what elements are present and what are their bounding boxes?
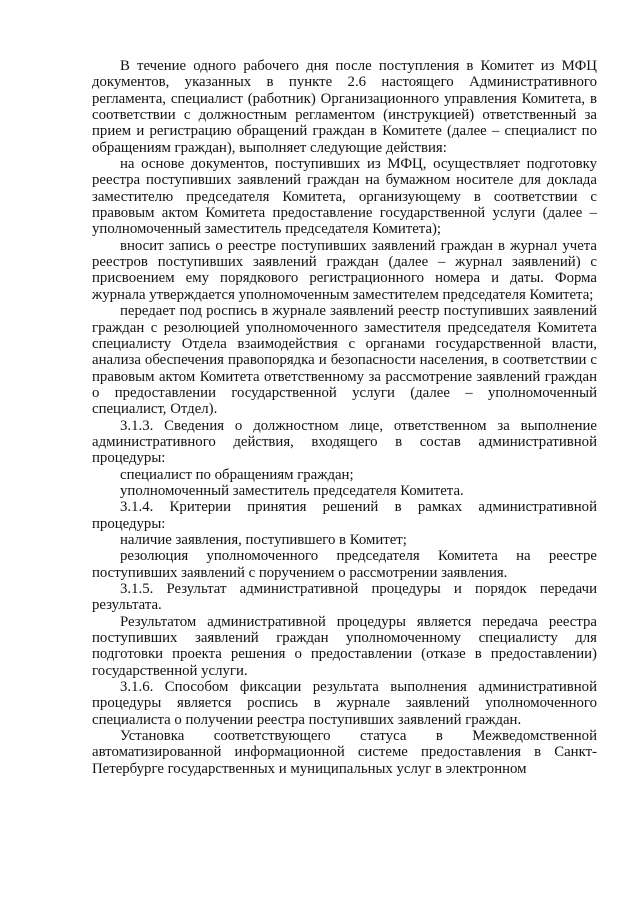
list-item-deputy: уполномоченный заместитель председателя Комитета. <box>120 482 464 499</box>
paragraph-3-1-3: 3.1.3. Сведения о должностном лице, ответственном за выполнение административного действия, входящего в состав административной процедуры: <box>92 417 597 467</box>
paragraph-registry-preparation: на основе документов, поступивших из МФЦ, осуществляет подготовку реестра поступивших заявлений граждан на бумажном носителе для доклада заместителю председателя Комитета, организующему в соответствии с правовым актом Комитета предоставление государственной услуги (далее – уполномоченный заместитель председателя Комитета); <box>92 156 597 238</box>
list-item-specialist: специалист по обращениям граждан; <box>120 466 354 483</box>
list-item-application: наличие заявления, поступившего в Комитет; <box>120 531 407 548</box>
paragraph-result: Результатом административной процедуры является передача реестра поступивших заявлений граждан уполномоченному специалисту для подготовки проекта решения о предоставлении (отказе в предоставлении) государственной услуги. <box>92 613 597 679</box>
paragraph-3-1-5: 3.1.5. Результат административной процедуры и порядок передачи результата. <box>92 581 597 614</box>
paragraph-3-1-4: 3.1.4. Критерии принятия решений в рамках административной процедуры: <box>92 499 597 532</box>
paragraph-3-1-6: 3.1.6. Способом фиксации результата выполнения административной процедуры является роспись в журнале заявлений уполномоченного специалиста о получении реестра поступивших заявлений граждан. <box>92 679 597 728</box>
paragraph-transfer: передает под роспись в журнале заявлений реестр поступивших заявлений граждан с резолюцией уполномоченного заместителя председателя Комитета специалисту Отдела взаимодействия с органами государственной власти, анализа обеспечения правопорядка и безопасности населения, в соответствии с правовым актом Комитета ответственному за рассмотрение заявлений граждан о предоставлении государственной услуги (далее – уполномоченный специалист, Отдел). <box>92 303 597 418</box>
list-item-resolution: резолюция уполномоченного председателя Комитета на реестре поступивших заявлений с поручением о рассмотрении заявления. <box>92 548 597 581</box>
document-page <box>92 58 597 777</box>
paragraph-journal-entry: вносит запись о реестре поступивших заявлений граждан в журнал учета реестров поступивших заявлений граждан (далее – журнал заявлений) с присвоением ему порядкового регистрационного номера и даты. Форма журнала утверждается уполномоченным заместителем председателя Комитета; <box>92 237 597 303</box>
paragraph-status: Установка соответствующего статуса в Межведомственной автоматизированной информационной системе предоставления в Санкт-Петербурге государственных и муниципальных услуг в электронном <box>92 728 597 777</box>
paragraph-intro: В течение одного рабочего дня после поступления в Комитет из МФЦ документов, указанных в пункте 2.6 настоящего Административного регламента, специалист (работник) Организационного управления Комитета, в соответствии с должностным регламентом (инструкцией) ответственный за прием и регистрацию обращений граждан в Комитете (далее – специалист по обращениям граждан), выполняет следующие действия: <box>92 58 597 156</box>
